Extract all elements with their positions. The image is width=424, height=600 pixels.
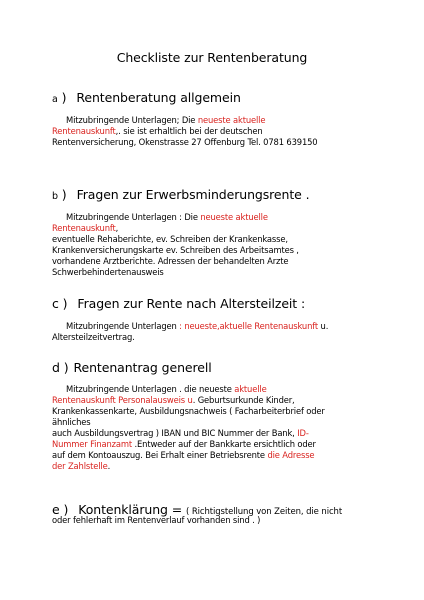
section-d-line <box>52 428 392 439</box>
text: u. <box>318 321 329 331</box>
section-d-paren: ) <box>59 360 69 375</box>
highlight-text: neueste aktuelle <box>200 212 268 222</box>
section-a-heading <box>52 87 241 106</box>
text: Mitzubringende Unterlagen <box>66 321 180 331</box>
text: . Geburtsurkunde Kinder, <box>192 395 295 405</box>
text: Mitzubringende Unterlagen; Die <box>66 115 198 125</box>
section-b-line <box>52 267 392 278</box>
text: auch Ausbildungsvertrag ) IBAN und BIC Nummer der Bank, <box>52 428 298 438</box>
text: ,. sie ist erhaltlich bei der deutschen <box>115 126 263 136</box>
text: ähnliches <box>52 417 91 427</box>
section-b-paren: ) <box>57 187 67 202</box>
highlight-text: die Adresse <box>267 450 315 460</box>
text: auf dem Kontoauszug. Bei Erhalt einer Betriebsrente <box>52 450 268 460</box>
section-a-body <box>52 115 392 148</box>
section-c-heading <box>52 293 305 312</box>
highlight-text: neueste aktuelle <box>197 115 266 125</box>
section-a-marker: a <box>52 94 58 105</box>
text: Krankenversicherungskarte ev. Schreiben des Arbeitsamtes , <box>52 245 299 255</box>
section-b-marker: b <box>52 191 58 202</box>
section-b-line <box>52 234 392 245</box>
section-d-line <box>52 439 392 450</box>
text: . <box>107 461 111 471</box>
highlight-text: Rentenauskunft <box>52 126 116 136</box>
highlight-text: Nummer Finanzamt <box>52 439 132 449</box>
section-e-marker: e <box>52 502 60 517</box>
highlight-text: : neueste,aktuelle Rentenauskunft <box>179 321 319 331</box>
text: Mitzubringende Unterlagen . die neueste <box>66 384 235 394</box>
section-d-line <box>52 417 392 428</box>
highlight-text: ID- <box>297 428 309 438</box>
section-e-paren: ) <box>59 502 69 517</box>
page-title: Checkliste zur Rentenberatung <box>116 50 308 65</box>
section-e-body <box>52 515 392 526</box>
section-a-line <box>52 115 392 126</box>
section-d-title: Rentenantrag generell <box>73 360 212 375</box>
section-d-line <box>52 450 392 461</box>
section-d-line <box>52 406 392 417</box>
section-b-line <box>52 256 392 267</box>
section-c-title: Fragen zur Rente nach Altersteilzeit : <box>77 296 306 311</box>
text: .Entweder auf der Bankkarte ersichtlich oder <box>132 439 316 449</box>
text: eventuelle Rehaberichte, ev. Schreiben der Krankenkasse, <box>52 234 288 244</box>
section-a-paren: ) <box>57 90 67 105</box>
section-c-marker: c <box>52 296 59 311</box>
section-d-body <box>52 384 392 472</box>
section-e-title: Kontenklärung = <box>78 502 187 517</box>
section-b-line <box>52 212 392 223</box>
section-b-heading <box>52 184 309 203</box>
section-c-body <box>52 321 392 343</box>
section-d-marker: d <box>52 360 60 375</box>
section-c-line <box>52 332 392 343</box>
section-e-line <box>52 515 392 526</box>
section-d-line <box>52 395 392 406</box>
section-d-line <box>52 384 392 395</box>
section-d-heading <box>52 357 212 376</box>
text: Mitzubringende Unterlagen : Die <box>66 212 201 222</box>
text: Krankenkassenkarte, Ausbildungsnachweis ( Facharbeiterbrief oder <box>52 406 325 416</box>
highlight-text: Rentenauskunft <box>52 223 116 233</box>
section-b-title: Fragen zur Erwerbsminderungsrente . <box>76 187 310 202</box>
text: Rentenversicherung, Okenstrasse 27 Offenburg Tel. 0781 639150 <box>52 137 318 147</box>
section-a-line <box>52 126 392 137</box>
highlight-text: aktuelle <box>234 384 267 394</box>
highlight-text: Rentenauskunft Personalausweis u <box>52 395 193 405</box>
highlight-text: der Zahlstelle <box>52 461 108 471</box>
text: Altersteilzeitvertrag. <box>52 332 135 342</box>
text: oder fehlerhaft im Rentenverlauf vorhanden sind . ) <box>52 515 261 525</box>
section-b-body <box>52 212 392 278</box>
section-a-line <box>52 137 392 148</box>
section-e-note: ( Richtigstellung von Zeiten, die nicht <box>186 507 343 517</box>
text: Schwerbehindertenausweis <box>52 267 164 277</box>
section-b-line <box>52 223 392 234</box>
section-c-paren: ) <box>58 296 68 311</box>
section-d-line <box>52 461 392 472</box>
section-a-title: Rentenberatung allgemein <box>76 90 241 105</box>
section-b-line <box>52 245 392 256</box>
section-c-line <box>52 321 392 332</box>
text: , <box>115 223 119 233</box>
text: vorhandene Arztberichte. Adressen der behandelten Arzte <box>52 256 289 266</box>
